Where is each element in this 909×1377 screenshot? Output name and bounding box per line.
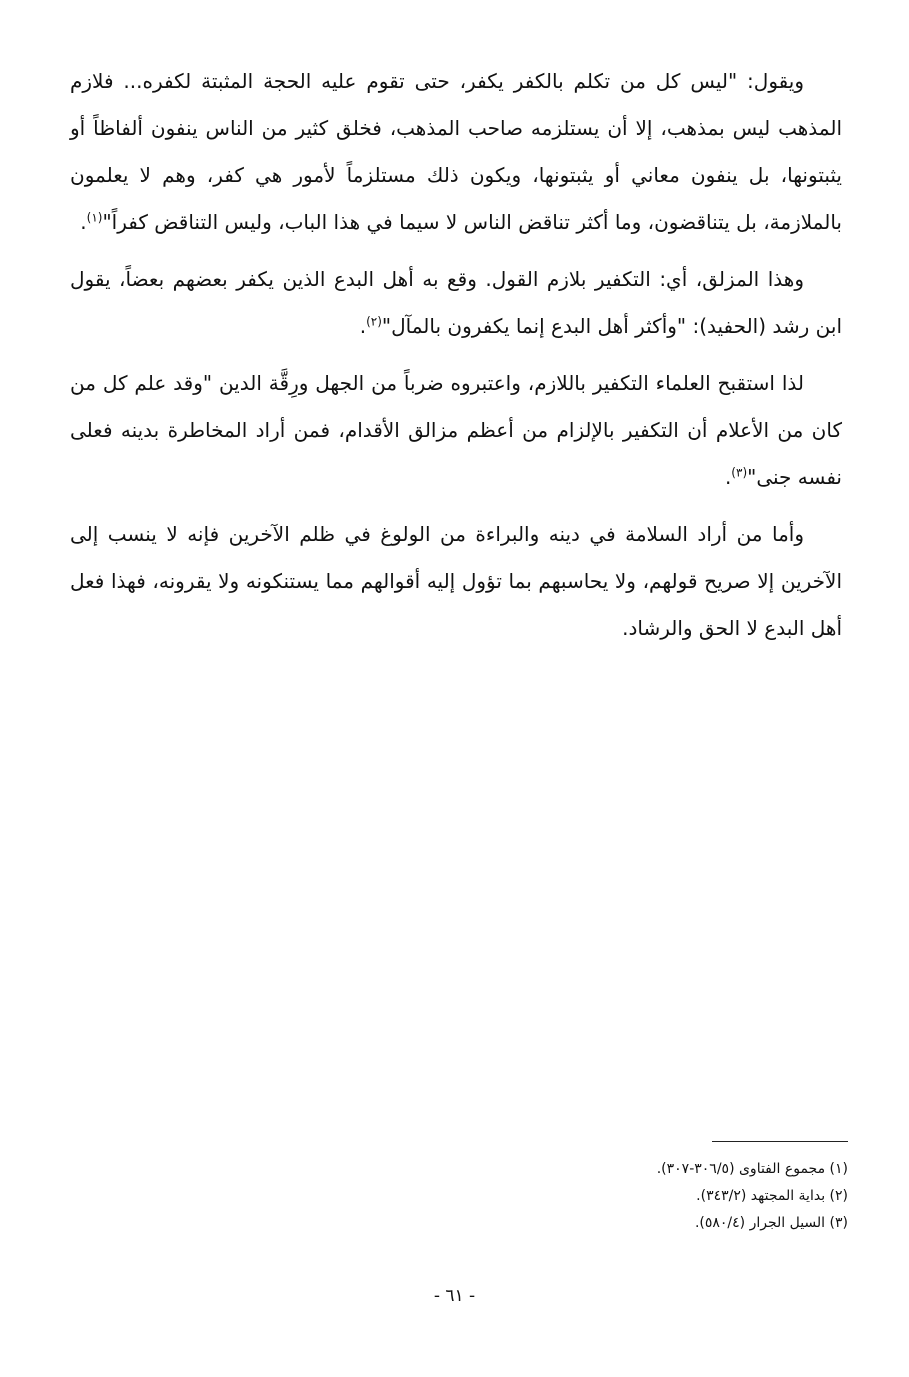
body-text — [70, 58, 842, 662]
footnote-1: (١) مجموع الفتاوى (٣٠٦/٥-٣٠٧). — [656, 1161, 848, 1177]
paragraph-3 — [70, 360, 842, 501]
paragraph-3-text: لذا استقبح العلماء التكفير باللازم، واعتبروه ضرباً من الجهل ورِقَّة الدين "وقد علم كل من كان من الأعلام أن التكفير بالإلزام من أعظم مزالق الأقدام، فمن أراد المخاطرة بدينه فعلى نفسه جنى" — [70, 371, 842, 489]
paragraph-4 — [70, 511, 842, 652]
footnote-2: (٢) بداية المجتهد (٣٤٣/٢). — [696, 1188, 848, 1204]
paragraph-2-text: وهذا المزلق، أي: التكفير بلازم القول. وقع به أهل البدع الذين يكفر بعضهم بعضاً، يقول ابن رشد (الحفيد): "وأكثر أهل البدع إنما يكفرون بالمآل" — [70, 267, 842, 338]
footnote-ref-1[interactable]: (١) — [86, 210, 103, 225]
footnote-separator — [712, 1141, 848, 1142]
paragraph-2 — [70, 256, 842, 350]
paragraph-1-end: . — [80, 210, 87, 234]
page-number: - ٦١ - — [433, 1286, 476, 1306]
paragraph-1 — [70, 58, 842, 246]
footnote-ref-2[interactable]: (٢) — [366, 314, 382, 329]
footnote-3: (٣) السيل الجرار (٥٨٠/٤). — [694, 1215, 848, 1231]
paragraph-4-text: وأما من أراد السلامة في دينه والبراءة من الولوغ في ظلم الآخرين فإنه لا ينسب إلى الآخرين إلا صريح قولهم، ولا يحاسبهم بما تؤول إليه أقوالهم مما يستنكونه ولا يقرونه، فهذا فعل أهل البدع لا الحق والرشاد. — [70, 522, 842, 640]
footnotes — [420, 1156, 848, 1237]
paragraph-3-end: . — [724, 465, 732, 489]
footnote-ref-3[interactable]: (٣) — [731, 465, 748, 480]
paragraph-1-text: ويقول: "ليس كل من تكلم بالكفر يكفر، حتى تقوم عليه الحجة المثبتة لكفره... فلازم المذهب ليس بمذهب، إلا أن يستلزمه صاحب المذهب، فخلق كثير من الناس ينفون ألفاظاً أو يثبتونها، بل ينفون معاني أو يثبتونها، ويكون ذلك مستلزماً لأمور هي كفر، وهم لا يعلمون بالملازمة، بل يتناقضون، وما أكثر تناقض الناس لا سيما في هذا الباب، وليس التناقض كفراً" — [70, 69, 842, 234]
paragraph-2-end: . — [359, 314, 367, 338]
